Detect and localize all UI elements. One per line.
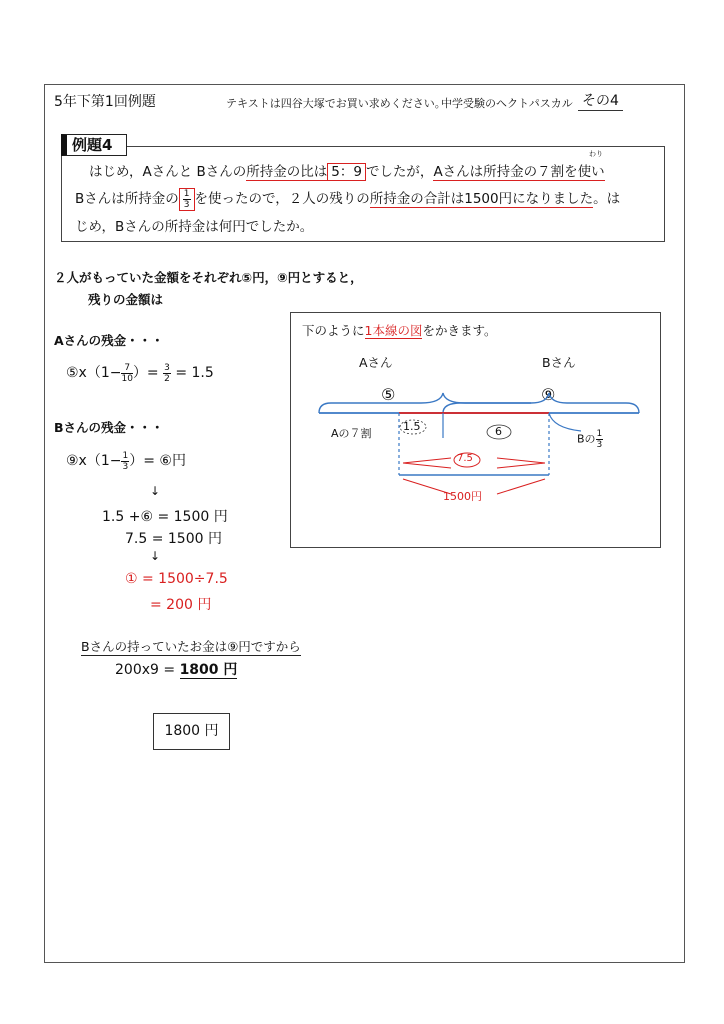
- final-expression: [115, 659, 237, 679]
- ratio-phrase: 所持金の比は: [246, 164, 328, 180]
- a-name: Aさん: [359, 355, 393, 370]
- frac-num: 1: [183, 188, 190, 199]
- title-keyword: 1本線の図: [364, 323, 423, 338]
- diagram-box: [290, 312, 661, 548]
- a-used-label: Aの７割: [331, 427, 372, 440]
- b-used-frac: [596, 429, 604, 450]
- b-used-label: [577, 429, 603, 450]
- frac-num: 1: [596, 429, 603, 439]
- expr-part: 200x9 =: [115, 662, 176, 678]
- a-frac: [121, 363, 132, 384]
- sum-line-2: 7.5 = 1500 円: [125, 531, 222, 547]
- problem-line-1: [89, 160, 605, 180]
- b-brace: [443, 393, 639, 413]
- problem-line-3: じめ，Bさんの所持金は何円でしたか。: [75, 219, 314, 235]
- a-circle: ⑤: [381, 385, 396, 404]
- final-value: 1800 円: [179, 662, 238, 678]
- frac-num: 3: [164, 362, 170, 373]
- frac-den: 2: [164, 373, 170, 384]
- unit-line-2: = 200 円: [150, 597, 212, 613]
- b-used-text: Bの: [577, 432, 596, 446]
- brand-name: 中学受験のヘクトパスカル: [441, 97, 573, 110]
- problem-text: でしたが，: [365, 164, 434, 180]
- frac-num: 1: [122, 450, 129, 461]
- b-remaining-expr: [66, 450, 186, 472]
- arrow-down-icon: ↓: [150, 549, 161, 563]
- frac-num: 7: [121, 363, 132, 374]
- problem-text: 。は: [593, 191, 621, 207]
- b-circle: ⑨: [541, 385, 556, 404]
- expr-part: ）=: [132, 365, 159, 381]
- a-left-value: 1.5: [403, 420, 421, 433]
- expr-part: = 1.5: [175, 365, 214, 381]
- a-remaining-expr: [66, 362, 214, 384]
- frac-den: 10: [121, 373, 133, 384]
- b-remaining-label: Bさんの残金・・・: [54, 420, 164, 435]
- problem-line-2: [75, 187, 620, 211]
- sum-line-1: 1.5 +⑥ = 1500 円: [102, 509, 228, 525]
- problem-text: はじめ，Aさんと Bさんの: [89, 164, 247, 180]
- red-arrow-left: [403, 458, 451, 468]
- problem-tag: 例題4: [61, 134, 127, 156]
- expr-part: ⑤x（1−: [66, 365, 122, 381]
- b-fraction: [179, 188, 195, 211]
- frac-den: 3: [122, 461, 129, 472]
- a-remaining-label: Aさんの残金・・・: [54, 333, 164, 348]
- purchase-note: テキストは四谷大塚でお買い求めください。: [226, 97, 446, 110]
- expr-part: ⑨x（1−: [66, 453, 122, 469]
- answer-box: 1800 円: [153, 713, 230, 750]
- intro-line-1: ２人がもっていた金額をそれぞれ⑤円，⑨円とすると，: [54, 270, 363, 285]
- arrow-down-icon: ↓: [150, 484, 161, 498]
- total-units-label: 7.5: [457, 453, 473, 464]
- ruby-wari: わり: [589, 150, 603, 158]
- a-result-frac: [163, 363, 171, 384]
- expr-part: ）= ⑥円: [129, 453, 186, 469]
- frac-den: 3: [596, 440, 603, 450]
- total-yen-label: 1500円: [443, 490, 482, 503]
- title-part: 下のように: [302, 323, 365, 338]
- title-part: をかきます。: [422, 323, 497, 338]
- total-phrase: 所持金の合計は1500円になりました: [369, 191, 594, 207]
- frac-den: 3: [183, 199, 190, 210]
- ratio-value: 5：9: [327, 163, 366, 181]
- b-name: Bさん: [542, 355, 576, 370]
- intro-line-2: 残りの金額は: [88, 292, 164, 307]
- unit-line-1: ① = 1500÷7.5: [125, 571, 228, 587]
- lesson-title: 5年下第1回例題: [54, 94, 156, 110]
- final-label: Bさんの持っていたお金は⑨円ですから: [81, 639, 301, 654]
- problem-text: を使ったので，２人の残りの: [194, 191, 370, 207]
- a-spent-phrase: Aさんは所持金の７割を使い: [433, 164, 605, 180]
- page-label: その4: [578, 90, 623, 111]
- red-arrow-right: [497, 458, 545, 468]
- problem-text: Bさんは所持金の: [75, 191, 179, 207]
- b-left-value: 6: [495, 425, 502, 438]
